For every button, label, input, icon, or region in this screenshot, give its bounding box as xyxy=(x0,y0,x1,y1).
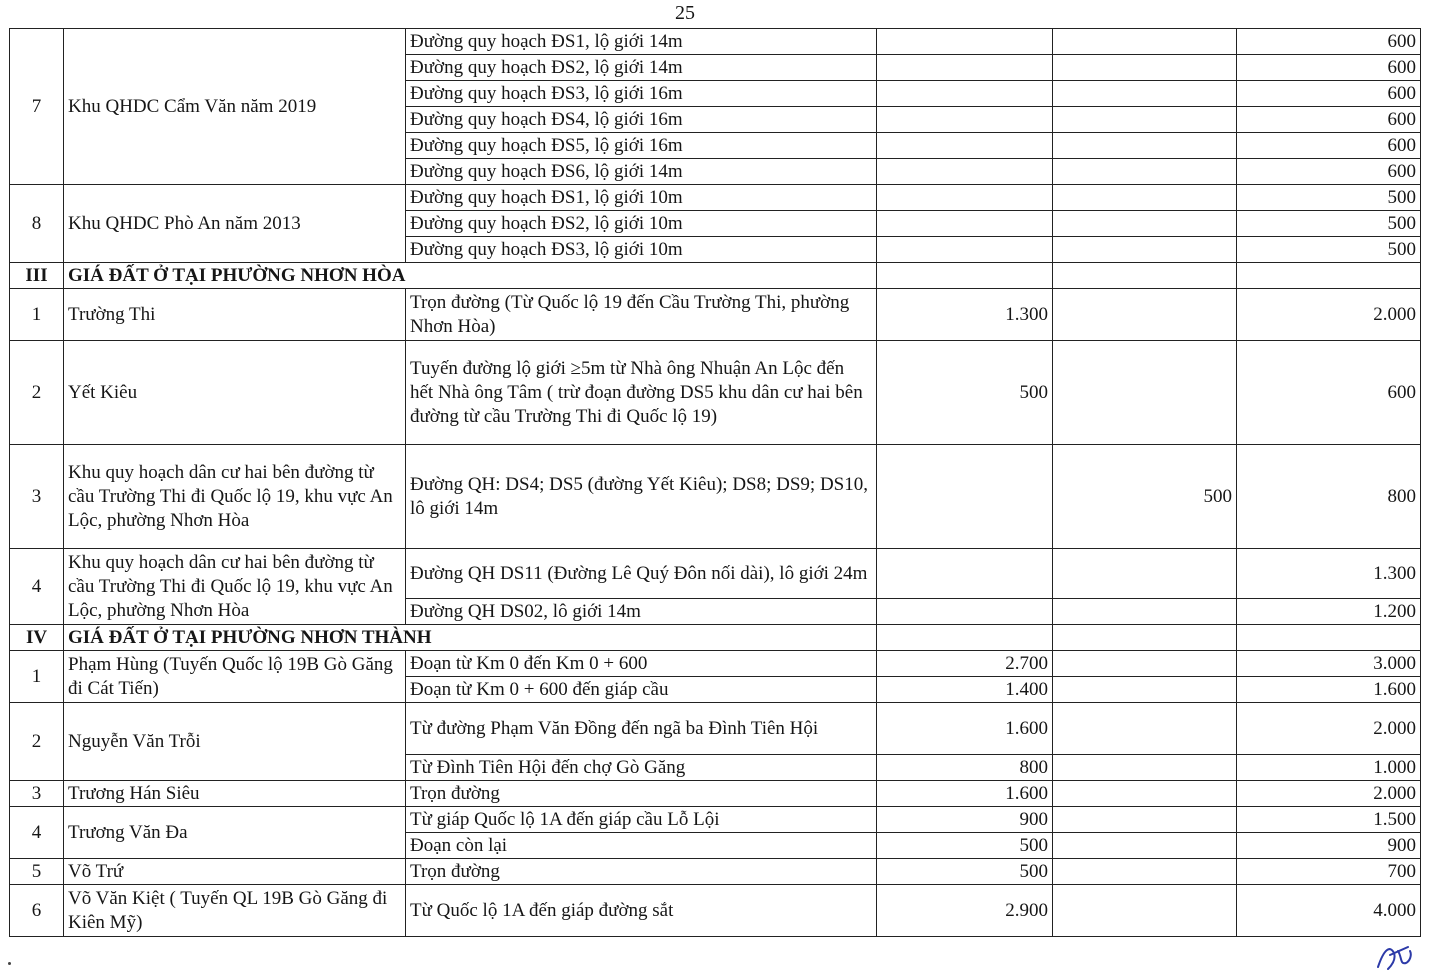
empty-cell xyxy=(1237,625,1421,651)
street-name: Trương Hán Siêu xyxy=(64,781,406,807)
segment-description: Đường QH: DS4; DS5 (đường Yết Kiêu); DS8; DS9; DS10, lô giới 14m xyxy=(406,445,877,549)
street-name: Trương Văn Đa xyxy=(64,807,406,859)
price-col-2 xyxy=(1053,211,1237,237)
price-col-1 xyxy=(877,55,1053,81)
price-col-1: 500 xyxy=(877,859,1053,885)
signature-mark xyxy=(1372,939,1416,973)
empty-cell xyxy=(1237,263,1421,289)
price-col-2: 500 xyxy=(1053,445,1237,549)
price-col-3: 3.000 xyxy=(1237,651,1421,677)
land-price-table xyxy=(9,28,1421,937)
price-col-1 xyxy=(877,445,1053,549)
table-row xyxy=(10,29,1421,55)
price-col-1 xyxy=(877,81,1053,107)
price-col-1 xyxy=(877,133,1053,159)
price-col-1 xyxy=(877,29,1053,55)
price-col-3: 600 xyxy=(1237,107,1421,133)
price-col-2 xyxy=(1053,133,1237,159)
table-row xyxy=(10,289,1421,341)
segment-description: Đường QH DS02, lô giới 14m xyxy=(406,599,877,625)
price-col-3: 600 xyxy=(1237,81,1421,107)
price-col-3: 900 xyxy=(1237,833,1421,859)
price-col-3: 1.300 xyxy=(1237,549,1421,599)
price-col-2 xyxy=(1053,859,1237,885)
price-col-3: 600 xyxy=(1237,55,1421,81)
price-col-2 xyxy=(1053,289,1237,341)
price-col-3: 600 xyxy=(1237,29,1421,55)
row-number: 4 xyxy=(10,807,64,859)
table-row xyxy=(10,859,1421,885)
street-name: Khu QHDC Cẩm Văn năm 2019 xyxy=(64,29,406,185)
row-number: 5 xyxy=(10,859,64,885)
section-number: III xyxy=(10,263,64,289)
segment-description: Tuyến đường lộ giới ≥5m từ Nhà ông Nhuận An Lộc đến hết Nhà ông Tâm ( trừ đoạn đường DS5 khu dân cư hai bên đường từ cầu Trường Thi đi Quốc lộ 19) xyxy=(406,341,877,445)
table-row xyxy=(10,781,1421,807)
price-col-2 xyxy=(1053,833,1237,859)
price-col-3: 2.000 xyxy=(1237,703,1421,755)
street-name: Khu quy hoạch dân cư hai bên đường từ cầu Trường Thi đi Quốc lộ 19, khu vực An Lộc, phường Nhơn Hòa xyxy=(64,445,406,549)
segment-description: Đường quy hoạch ĐS2, lộ giới 10m xyxy=(406,211,877,237)
table-row xyxy=(10,885,1421,937)
table-row xyxy=(10,651,1421,677)
price-col-1 xyxy=(877,107,1053,133)
segment-description: Đường quy hoạch ĐS2, lộ giới 14m xyxy=(406,55,877,81)
price-col-1: 500 xyxy=(877,341,1053,445)
price-col-3: 500 xyxy=(1237,237,1421,263)
table-row xyxy=(10,341,1421,445)
segment-description: Đường quy hoạch ĐS6, lộ giới 14m xyxy=(406,159,877,185)
segment-description: Từ giáp Quốc lộ 1A đến giáp cầu Lỗ Lội xyxy=(406,807,877,833)
price-col-2 xyxy=(1053,755,1237,781)
row-number: 3 xyxy=(10,445,64,549)
price-col-1: 500 xyxy=(877,833,1053,859)
table-row xyxy=(10,185,1421,211)
row-number: 4 xyxy=(10,549,64,625)
segment-description: Từ Quốc lộ 1A đến giáp đường sắt xyxy=(406,885,877,937)
price-col-3: 1.600 xyxy=(1237,677,1421,703)
price-col-1: 1.600 xyxy=(877,781,1053,807)
row-number: 1 xyxy=(10,289,64,341)
price-col-2 xyxy=(1053,651,1237,677)
segment-description: Đường quy hoạch ĐS3, lộ giới 10m xyxy=(406,237,877,263)
price-col-3: 2.000 xyxy=(1237,289,1421,341)
price-col-1: 2.900 xyxy=(877,885,1053,937)
table-row xyxy=(10,445,1421,549)
price-col-3: 600 xyxy=(1237,133,1421,159)
section-number: IV xyxy=(10,625,64,651)
price-col-3: 2.000 xyxy=(1237,781,1421,807)
price-col-1: 1.400 xyxy=(877,677,1053,703)
scan-dot xyxy=(8,962,11,965)
row-number: 3 xyxy=(10,781,64,807)
price-col-3: 600 xyxy=(1237,341,1421,445)
segment-description: Đoạn còn lại xyxy=(406,833,877,859)
price-col-2 xyxy=(1053,703,1237,755)
row-number: 8 xyxy=(10,185,64,263)
row-number: 2 xyxy=(10,703,64,781)
empty-cell xyxy=(1053,263,1237,289)
table-row xyxy=(10,549,1421,599)
street-name: Khu quy hoạch dân cư hai bên đường từ cầu Trường Thi đi Quốc lộ 19, khu vực An Lộc, phường Nhơn Hòa xyxy=(64,549,406,625)
price-col-1 xyxy=(877,549,1053,599)
price-col-3: 500 xyxy=(1237,211,1421,237)
price-col-2 xyxy=(1053,549,1237,599)
price-col-3: 1.000 xyxy=(1237,755,1421,781)
price-col-3: 1.500 xyxy=(1237,807,1421,833)
segment-description: Từ đường Phạm Văn Đồng đến ngã ba Đình Tiên Hội xyxy=(406,703,877,755)
price-col-3: 1.200 xyxy=(1237,599,1421,625)
price-col-2 xyxy=(1053,599,1237,625)
price-col-2 xyxy=(1053,885,1237,937)
street-name: Nguyễn Văn Trỗi xyxy=(64,703,406,781)
table-row xyxy=(10,703,1421,755)
empty-cell xyxy=(1053,625,1237,651)
row-number: 6 xyxy=(10,885,64,937)
table-row xyxy=(10,807,1421,833)
page-number: 25 xyxy=(675,2,695,24)
segment-description: Trọn đường (Từ Quốc lộ 19 đến Cầu Trường Thi, phường Nhơn Hòa) xyxy=(406,289,877,341)
street-name: Trường Thi xyxy=(64,289,406,341)
price-col-1: 800 xyxy=(877,755,1053,781)
price-col-1 xyxy=(877,599,1053,625)
section-title: GIÁ ĐẤT Ở TẠI PHƯỜNG NHƠN THÀNH xyxy=(64,625,877,651)
price-col-3: 700 xyxy=(1237,859,1421,885)
price-col-1: 2.700 xyxy=(877,651,1053,677)
segment-description: Đường quy hoạch ĐS3, lộ giới 16m xyxy=(406,81,877,107)
price-col-1: 900 xyxy=(877,807,1053,833)
segment-description: Đường QH DS11 (Đường Lê Quý Đôn nối dài), lô giới 24m xyxy=(406,549,877,599)
segment-description: Đường quy hoạch ĐS1, lộ giới 14m xyxy=(406,29,877,55)
price-col-2 xyxy=(1053,341,1237,445)
segment-description: Đoạn từ Km 0 + 600 đến giáp cầu xyxy=(406,677,877,703)
section-title: GIÁ ĐẤT Ở TẠI PHƯỜNG NHƠN HÒA xyxy=(64,263,877,289)
price-col-2 xyxy=(1053,237,1237,263)
price-col-2 xyxy=(1053,81,1237,107)
street-name: Võ Văn Kiệt ( Tuyến QL 19B Gò Găng đi Kiên Mỹ) xyxy=(64,885,406,937)
segment-description: Từ Đình Tiên Hội đến chợ Gò Găng xyxy=(406,755,877,781)
price-col-2 xyxy=(1053,55,1237,81)
price-col-3: 600 xyxy=(1237,159,1421,185)
price-col-2 xyxy=(1053,781,1237,807)
segment-description: Trọn đường xyxy=(406,859,877,885)
row-number: 1 xyxy=(10,651,64,703)
price-col-2 xyxy=(1053,159,1237,185)
street-name: Yết Kiêu xyxy=(64,341,406,445)
empty-cell xyxy=(877,625,1053,651)
row-number: 2 xyxy=(10,341,64,445)
price-col-1 xyxy=(877,211,1053,237)
street-name: Phạm Hùng (Tuyến Quốc lộ 19B Gò Găng đi Cát Tiến) xyxy=(64,651,406,703)
price-col-3: 4.000 xyxy=(1237,885,1421,937)
price-col-1: 1.300 xyxy=(877,289,1053,341)
segment-description: Đường quy hoạch ĐS4, lộ giới 16m xyxy=(406,107,877,133)
row-number: 7 xyxy=(10,29,64,185)
section-row xyxy=(10,263,1421,289)
segment-description: Đường quy hoạch ĐS1, lộ giới 10m xyxy=(406,185,877,211)
street-name: Khu QHDC Phò An năm 2013 xyxy=(64,185,406,263)
price-col-2 xyxy=(1053,185,1237,211)
price-col-2 xyxy=(1053,29,1237,55)
price-col-1 xyxy=(877,185,1053,211)
segment-description: Đường quy hoạch ĐS5, lộ giới 16m xyxy=(406,133,877,159)
price-col-1: 1.600 xyxy=(877,703,1053,755)
empty-cell xyxy=(877,263,1053,289)
price-col-2 xyxy=(1053,807,1237,833)
section-row xyxy=(10,625,1421,651)
segment-description: Trọn đường xyxy=(406,781,877,807)
price-col-2 xyxy=(1053,107,1237,133)
segment-description: Đoạn từ Km 0 đến Km 0 + 600 xyxy=(406,651,877,677)
price-col-2 xyxy=(1053,677,1237,703)
price-col-3: 800 xyxy=(1237,445,1421,549)
price-col-1 xyxy=(877,159,1053,185)
price-col-1 xyxy=(877,237,1053,263)
price-col-3: 500 xyxy=(1237,185,1421,211)
street-name: Võ Trứ xyxy=(64,859,406,885)
